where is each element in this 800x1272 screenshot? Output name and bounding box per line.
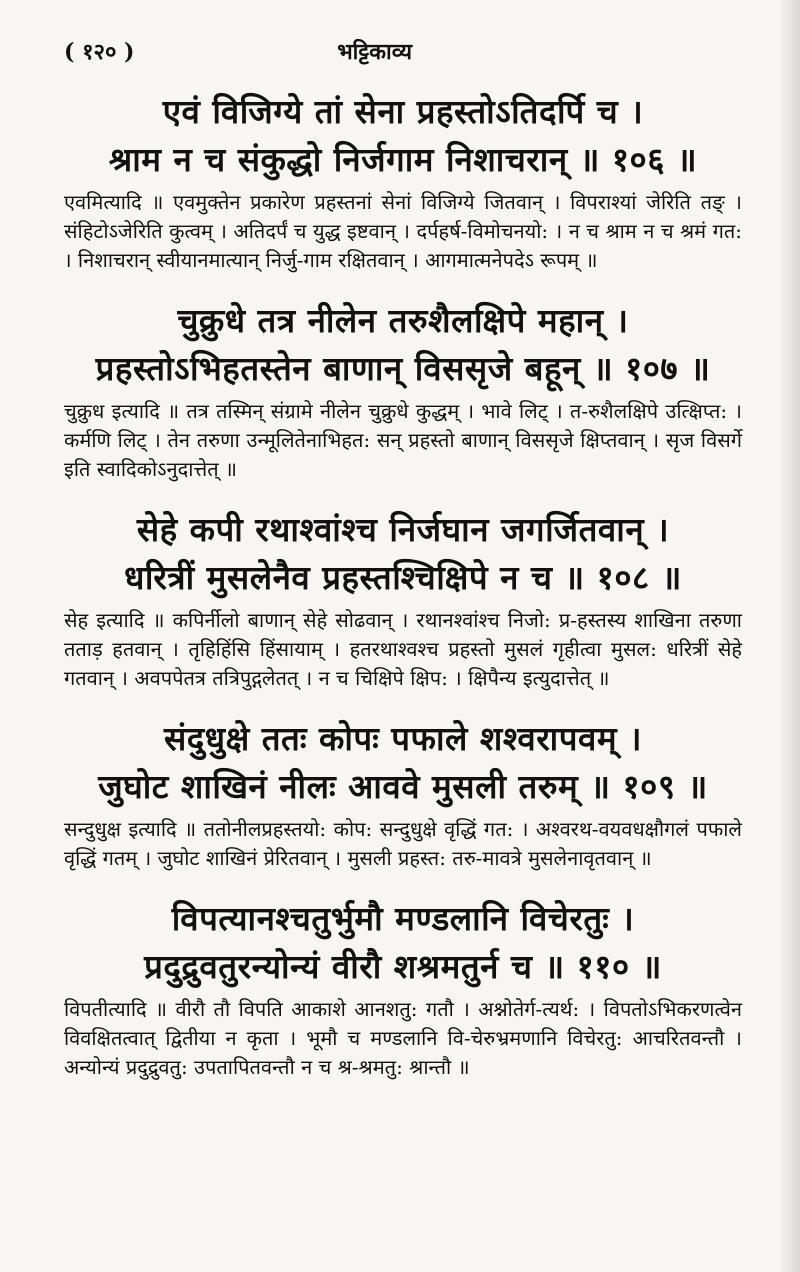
verse-line: प्रहस्तोऽभिहतस्तेन बाणान् विससृजे बहून् ॥ १०७ ॥	[95, 349, 711, 388]
commentary-paragraph: एवमित्यादि ॥ एवमुक्तेन प्रकारेण प्रहस्तनां सेनां विजिग्ये जितवान् । विपराश्यां जेरिति तङ् । संहिटोऽजेरिति कुत्वम् । अतिदर्पं च युद्ध इष्टवान् । दर्पहर्ष-विमोचनयो: । न च श्राम न च श्रमं गत: । निशाचरान् स्वीयानमात्यान् निर्जु-गाम रक्षितवान् । आगमात्मनेपदेऽ रूपम् ॥	[64, 190, 742, 272]
verse-line: संदुधुक्षे ततः कोपः पफाले शश्वरापवम् ।	[163, 719, 643, 758]
verse-block-107	[64, 297, 742, 484]
page-number: ( १२० )	[64, 39, 135, 65]
commentary-paragraph: सन्दुधुक्ष इत्यादि ॥ ततोनीलप्रहस्तयो: कोप: सन्दुधुक्षे वृद्धिं गत: । अश्वरथ-वयवधक्षौगलं पफाले वृद्धिं गतम् । जुघोट शाखिनं प्रेरितवान् । मुसली प्रहस्त: तरु-मावत्रे मुसलेनावृतवान् ॥	[64, 817, 742, 870]
verse-block-106	[64, 88, 742, 275]
page-edge-shadow	[778, 0, 800, 1272]
verse-line: श्राम न च संकुद्धो निर्जगाम निशाचरान् ॥ १०६ ॥	[108, 140, 698, 179]
verse-line: धरित्रीं मुसलेनैव प्रहस्तश्चिक्षिपे न च ॥ १०८ ॥	[124, 558, 682, 597]
running-title: भट्टिकाव्य	[337, 39, 412, 65]
verse-block-109	[64, 715, 742, 873]
verse-block-110	[64, 895, 742, 1082]
verse-block-108	[64, 506, 742, 693]
verse-line: चुक्रुधे तत्र नीलेन तरुशैलक्षिपे महान् ।	[177, 301, 629, 340]
verse-line: प्रदुद्रुवतुरन्योन्यं वीरौ शश्रमतुर्न च ॥ ११० ॥	[144, 947, 662, 986]
commentary-paragraph: सेह इत्यादि ॥ कपिर्नीलो बाणान् सेहे सोढवान् । रथानश्वांश्च निजो: प्र-हस्तस्य शाखिना तरुणा तताड़ हतवान् । तृहिहिंसि हिंसायाम् । हतरथाश्वश्च प्रहस्तो मुसलं गृहीत्वा मुसल: धरित्रीं सेहे गतवान् । अवपपेतत्र तत्रिपुद्गलेतत् । न च चिक्षिपे क्षिप: । क्षिपैन्य इत्युदात्तेत् ॥	[64, 608, 742, 690]
verse-line: सेहे कपी रथाश्वांश्च निर्जघान जगर्जितवान् ।	[136, 510, 670, 549]
verse-line: जुघोट शाखिनं नीलः आववे मुसली तरुम् ॥ १०९ ॥	[98, 767, 708, 806]
page-header	[64, 36, 742, 66]
verse-line: एवं विजिग्ये तां सेना प्रहस्तोऽतिदर्पि च ।	[162, 92, 644, 131]
verse-line: विपत्यानश्चतुर्भुमौ मण्डलानि विचेरतुः ।	[171, 899, 635, 938]
commentary-paragraph: विपतीत्यादि ॥ वीरौ तौ विपति आकाशे आनशतु: गतौ । अश्नोतेर्ग-त्यर्थ: । विपतोऽभिकरणत्वेन विवक्षितत्वात् द्वितीया न कृता । भूमौ च मण्डलानि वि-चेरुभ्रमणानि विचेरतु: आचरितवन्तौ । अन्योन्यं प्रदुद्रुवतु: उपतापितवन्तौ न च श्र-श्रमतु: श्रान्तौ ॥	[64, 997, 742, 1079]
commentary-paragraph: चुक्रुध इत्यादि ॥ तत्र तस्मिन् संग्रामे नीलेन चुक्रुधे कुद्धम् । भावे लिट् । त-रुशैलक्षिपे उत्क्षिप्त: । कर्मणि लिट् । तेन तरुणा उन्मूलितेनाभिहत: सन् प्रहस्तो बाणान् विससृजे क्षिप्तवान् । सृज विसर्गे इति स्वादिकोऽनुदात्तेत् ॥	[64, 399, 742, 481]
